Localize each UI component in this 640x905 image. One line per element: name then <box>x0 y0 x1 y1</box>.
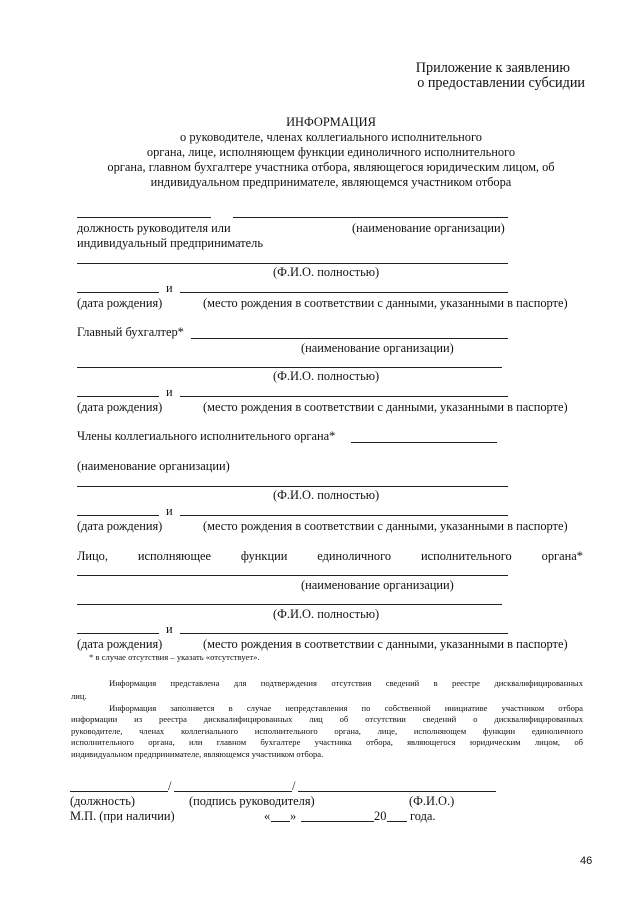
chief-accountant-label: Главный бухгалтер* <box>77 325 184 339</box>
sole-exec-word: функции <box>240 549 288 563</box>
date-year-field[interactable] <box>387 821 407 822</box>
seal-label: М.П. (при наличии) <box>70 809 175 823</box>
and-label: и <box>166 385 173 399</box>
org-name-label: (наименование организации) <box>301 341 454 355</box>
board-birth-date-field[interactable] <box>77 515 159 516</box>
sole-exec-birth-date-field[interactable] <box>77 633 159 634</box>
birth-date-label: (дата рождения) <box>77 400 163 414</box>
signature-fio-field[interactable] <box>298 791 496 792</box>
footnote: * в случае отсутствия – указать «отсутствует». <box>89 652 260 662</box>
signature-position-field[interactable] <box>70 791 168 792</box>
org-name-label: (наименование организации) <box>352 221 505 235</box>
title-line-4: индивидуальном предпринимателе, являющемся участником отбора <box>150 175 512 189</box>
head-position-label-2: индивидуальный предприниматель <box>77 236 264 250</box>
title-line-3: органа, главном бухгалтере участника отбора, являющегося юридическим лицом, об <box>107 160 555 174</box>
board-fio-field[interactable] <box>77 486 508 487</box>
paragraph-line: индивидуальном предпринимателе, являющемся участником отбора. <box>71 748 324 759</box>
board-birth-place-field[interactable] <box>180 515 508 516</box>
document-title: ИНФОРМАЦИЯ <box>286 115 376 129</box>
birth-date-label: (дата рождения) <box>77 637 163 651</box>
board-members-field[interactable] <box>351 442 497 443</box>
head-fio-field[interactable] <box>77 263 508 264</box>
sole-exec-org-field[interactable] <box>77 575 508 576</box>
date-day-field[interactable] <box>271 821 290 822</box>
signature-separator: / <box>292 779 296 793</box>
date-quote-open: « <box>264 809 271 823</box>
date-month-field[interactable] <box>301 821 374 822</box>
title-line-2: органа, лице, исполняющем функции единоличного исполнительного <box>146 145 516 159</box>
paragraph-line: исполнительного органа, или главном бухгалтере участника отбора, являющегося юридическим лицом, об <box>71 737 583 748</box>
head-position-label: должность руководителя или <box>77 221 231 235</box>
org-name-label: (наименование организации) <box>77 459 230 473</box>
fio-label: (Ф.И.О. полностью) <box>273 369 380 383</box>
chief-accountant-fio-field[interactable] <box>77 367 502 368</box>
sole-exec-word: Лицо, <box>77 549 108 563</box>
sole-exec-word: исполняющее <box>137 549 211 563</box>
paragraph-fill-instructions <box>71 703 583 760</box>
board-members-label: Члены коллегиального исполнительного органа* <box>77 429 336 443</box>
sole-executive-label <box>77 549 583 564</box>
sole-exec-word: органа* <box>541 549 583 563</box>
chief-accountant-birth-date-field[interactable] <box>77 396 159 397</box>
sole-exec-word: единоличного <box>317 549 392 563</box>
signature-sign-field[interactable] <box>174 791 292 792</box>
birth-place-label: (место рождения в соответствии с данными, указанными в паспорте) <box>203 637 568 651</box>
fio-label: (Ф.И.О. полностью) <box>273 488 380 502</box>
and-label: и <box>166 281 173 295</box>
appendix-line-1: Приложение к заявлению <box>415 60 570 76</box>
paragraph-line: Информация представлена для подтверждения отсутствия сведений в реестре дисквалифицированных <box>109 678 583 688</box>
head-position-field[interactable] <box>77 217 211 218</box>
chief-accountant-org-field[interactable] <box>191 338 508 339</box>
sole-exec-fio-field[interactable] <box>77 604 502 605</box>
chief-accountant-birth-place-field[interactable] <box>180 396 508 397</box>
date-year-prefix: 20 <box>374 809 387 823</box>
birth-place-label: (место рождения в соответствии с данными, указанными в паспорте) <box>203 296 568 310</box>
birth-place-label: (место рождения в соответствии с данными, указанными в паспорте) <box>203 400 568 414</box>
fio-label: (Ф.И.О. полностью) <box>273 265 380 279</box>
fio-label: (Ф.И.О. полностью) <box>273 607 380 621</box>
date-quote-close: » <box>290 809 297 823</box>
and-label: и <box>166 622 173 636</box>
date-year-suffix: года. <box>410 809 436 823</box>
paragraph-line: руководителе, членах коллегиального исполнительного органа, лице, исполняющем функции единоличного <box>71 725 583 736</box>
signature-separator: / <box>168 779 172 793</box>
title-line-1: о руководителе, членах коллегиального исполнительного <box>180 130 482 144</box>
page-number: 46 <box>580 855 593 867</box>
birth-date-label: (дата рождения) <box>77 296 163 310</box>
paragraph-line: Информация заполняется в случае непредставления по собственной инициативе участником отбора <box>109 703 583 713</box>
paragraph-line: лиц. <box>71 691 87 702</box>
sole-exec-word: исполнительного <box>420 549 512 563</box>
signature-fio-label: (Ф.И.О.) <box>409 794 455 808</box>
signature-head-label: (подпись руководителя) <box>189 794 315 808</box>
head-birth-date-field[interactable] <box>77 292 159 293</box>
appendix-line-2: о предоставлении субсидии <box>417 75 585 91</box>
birth-date-label: (дата рождения) <box>77 519 163 533</box>
signature-position-label: (должность) <box>70 794 136 808</box>
sole-exec-birth-place-field[interactable] <box>180 633 508 634</box>
head-birth-place-field[interactable] <box>180 292 508 293</box>
and-label: и <box>166 504 173 518</box>
paragraph-disqualified-registry <box>71 678 583 703</box>
org-name-label: (наименование организации) <box>301 578 454 592</box>
paragraph-line: информации из реестра дисквалифицированных лиц об отсутствии сведений о дисквалифицированных <box>71 714 583 725</box>
birth-place-label: (место рождения в соответствии с данными, указанными в паспорте) <box>203 519 568 533</box>
head-org-field[interactable] <box>233 217 508 218</box>
